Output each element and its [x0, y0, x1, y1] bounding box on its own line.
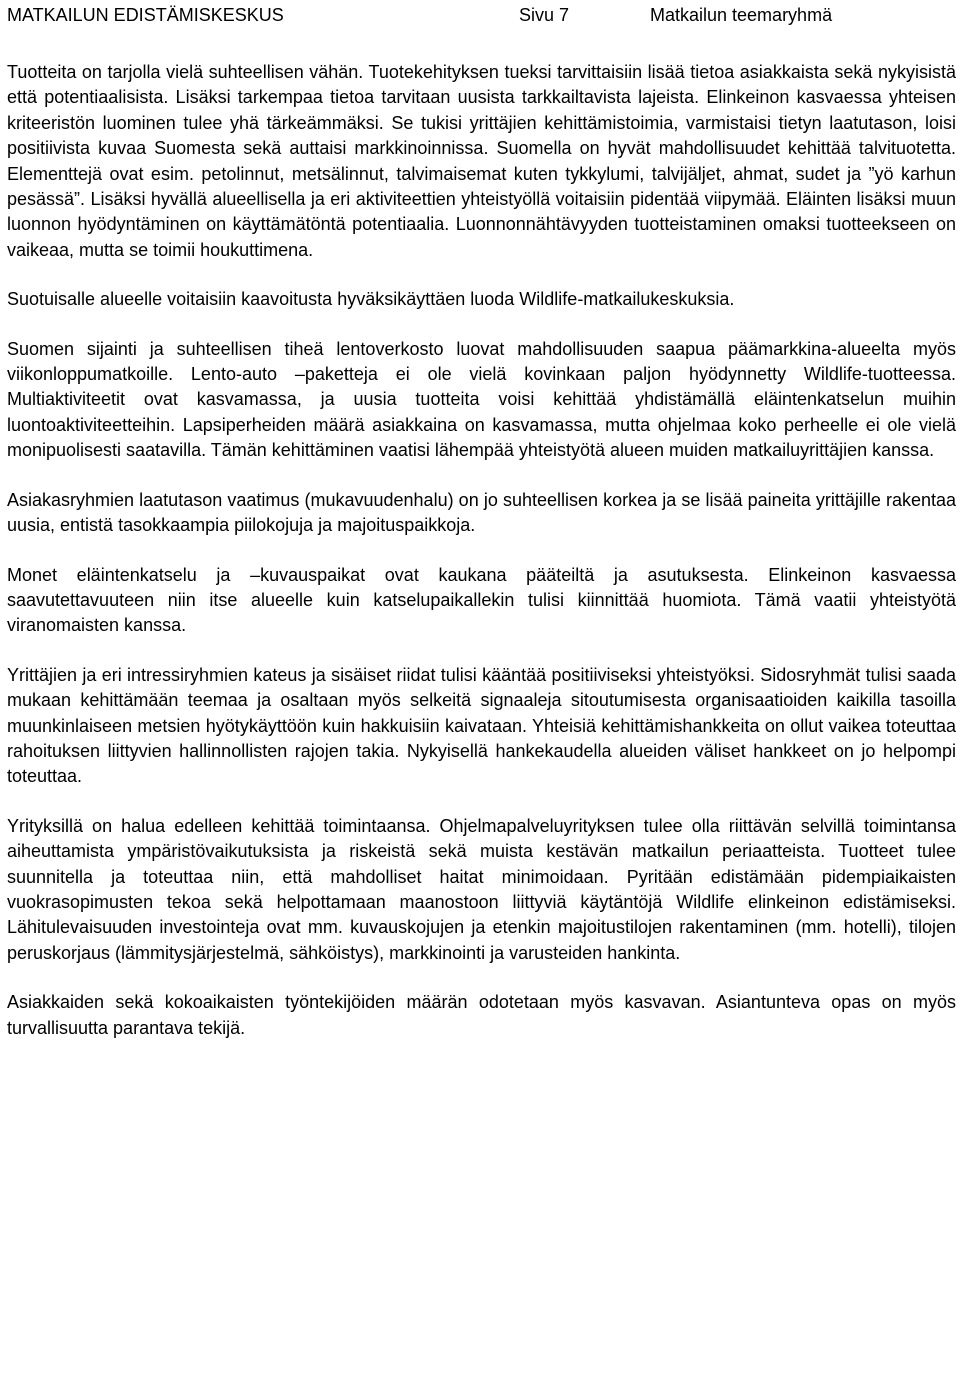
paragraph-2: Suotuisalle alueelle voitaisiin kaavoitusta hyväksikäyttäen luoda Wildlife-matkailukeskuksia. — [7, 289, 735, 310]
paragraph-7: Yrityksillä on halua edelleen kehittää toimintaansa. Ohjelmapalveluyrityksen tulee olla riittävän selvillä toimintansa aiheuttamista ympäristövaikutuksista ja riskeistä sekä muista kestävän matkailun periaatteista. Tuotteet tulee suunnitella ja toteuttaa niin, että mahdolliset haitat minimoidaan. Pyritään edistämään pidempiaikaisten vuokrasopimusten tekoa sekä helpottamaan maanostoon liittyviä käytäntöjä Wildlife elinkeinon edistämiseksi. Lähitulevaisuuden investointeja ovat mm. kuvauskojujen ja etenkin majoitustilojen rakentaminen (mm. hotelli), tilojen peruskorjaus (lämmitysjärjestelmä, sähköistys), markkinointi ja varusteiden hankinta. — [7, 815, 956, 963]
paragraph-8: Asiakkaiden sekä kokoaikaisten työntekijöiden määrän odotetaan myös kasvavan. Asiantunteva opas on myös turvallisuutta parantava tekijä. — [7, 992, 956, 1038]
paragraph-1: Tuotteita on tarjolla vielä suhteellisen vähän. Tuotekehityksen tueksi tarvittaisiin lisää tietoa asiakkaista sekä nykyisistä että potentiaalisista. Lisäksi tarkempaa tietoa tarvitaan uusista tarkkailtavista lajeista. Elinkeinon kasvaessa yhteisen kriteeristön luominen tulee yhä tärkeämmäksi. Se tukisi yrittäjien kehittämistoimia, varmistaisi tietyn laatutason, loisi positiivista kuvaa Suomesta sekä auttaisi markkinoinnissa. Suomella on hyvät mahdollisuudet kehittää talvituotetta. Elementtejä ovat esim. petolinnut, metsälinnut, talvimaisemat kuten tykkylumi, talvijäljet, ahmat, sudet ja ”yö karhun pesässä”. Lisäksi hyvällä alueellisella ja eri aktiviteettien yhteistyöllä voitaisiin pidentää viipymää. Eläinten lisäksi muun luonnon hyödyntäminen on käyttämätöntä potentiaalia. Luonnonnähtävyyden tuotteistaminen omaksi tuotteekseen on vaikeaa, mutta se toimii houkuttimena. — [7, 62, 956, 260]
header-section-title: Matkailun teemaryhmä — [650, 5, 833, 25]
document-body — [7, 60, 956, 1065]
header-organization: MATKAILUN EDISTÄMISKESKUS — [7, 5, 284, 25]
paragraph-4: Asiakasryhmien laatutason vaatimus (mukavuudenhalu) on jo suhteellisen korkea ja se lisää paineita yrittäjille rakentaa uusia, entistä tasokkaampia piilokojuja ja majoituspaikkoja. — [7, 489, 956, 536]
paragraph-5: Monet eläintenkatselu ja –kuvauspaikat ovat kaukana pääteiltä ja asutuksesta. Elinkeinon kasvaessa saavutettavuuteen niin itse alueelle kuin katselupaikallekin tulisi kiinnittää huomiota. Tämä vaatii yhteistyötä viranomaisten kanssa. — [7, 564, 956, 636]
header-page-number: Sivu 7 — [519, 5, 570, 25]
page-header — [7, 0, 956, 30]
paragraph-3: Suomen sijainti ja suhteellisen tiheä lentoverkosto luovat mahdollisuuden saapua päämarkkina-alueelta myös viikonloppumatkoille. Lento-auto –paketteja ei ole vielä kovinkaan paljon hyödynnetty Wildlife-tuotteessa. Multiaktiviteetit ovat kasvamassa, ja uusia tuotteita voisi kehittää yhdistämällä eläintenkatselun muihin luontoaktiviteetteihin. Lapsiperheiden määrä asiakkaina on kasvamassa, mutta ohjelmaa koko perheelle ei ole vielä monipuolisesti saatavilla. Tämän kehittäminen vaatisi lähempää yhteistyötä alueen muiden matkailuyrittäjien kanssa. — [7, 338, 956, 461]
document-page — [7, 0, 956, 1038]
paragraph-6: Yrittäjien ja eri intressiryhmien kateus ja sisäiset riidat tulisi kääntää positiiviseksi yhteistyöksi. Sidosryhmät tulisi saada mukaan kehittämään teemaa ja osaltaan myös selkeitä signaaleja sitoutumisesta organisaatioiden kaikilla tasoilla muunkinlaiseen metsien hyötykäyttöön kuin hakkuisiin kaivataan. Yhteisiä kehittämishankkeita on ollut vaikea toteuttaa rahoituksen liittyvien hallinnollisten rajojen takia. Nykyisellä hankekaudella alueiden väliset hankkeet on jo helpompi toteuttaa. — [7, 664, 956, 787]
